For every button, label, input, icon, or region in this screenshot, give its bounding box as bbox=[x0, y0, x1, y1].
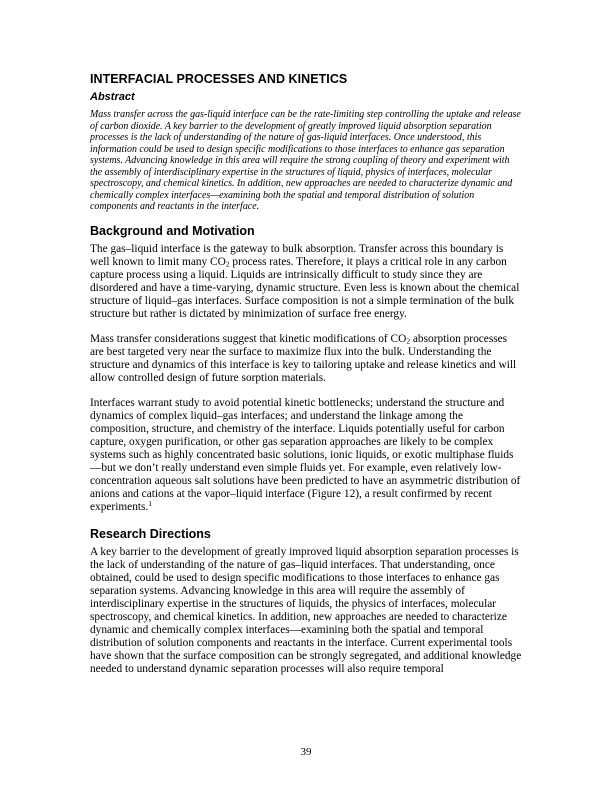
section-heading: INTERFACIAL PROCESSES AND KINETICS bbox=[90, 72, 348, 86]
footnote-reference: 1 bbox=[148, 498, 153, 508]
text-run: The gas–liquid interface is the gateway to bulk absorption. Transfer across this boundary is well known to limit many CO bbox=[90, 242, 504, 268]
text-run: Mass transfer considerations suggest that kinetic modifications of CO bbox=[90, 332, 407, 345]
research-heading: Research Directions bbox=[90, 526, 211, 541]
background-paragraph-1 bbox=[90, 243, 522, 321]
page-content bbox=[90, 71, 522, 688]
text-run: absorption processes are best targeted very near the surface to maximize flux into the bulk. Understanding the structure and dynamics of this interface is key to tailoring uptake and release kinetics and will allow controlled design of future sorption materials. bbox=[90, 332, 517, 384]
text-run: process rates. Therefore, it plays a critical role in any carbon capture process using a liquid. Liquids are intrinsically difficult to study since they are disordered and have a time-varying, dynamic structure. Even less is known about the chemical structure of liquid–gas interfaces. Surface composition is not a simple termination of the bulk structure but rather is dictated by minimization of surface free energy. bbox=[90, 255, 520, 320]
subscript: 2 bbox=[406, 336, 411, 346]
background-heading: Background and Motivation bbox=[90, 223, 255, 238]
background-paragraph-2 bbox=[90, 333, 522, 385]
text-run: Interfaces warrant study to avoid potential kinetic bottlenecks; understand the structure and dynamics of complex liquid–gas interfaces; and understand the linkage among the composition, structure, and chemistry of the interface. Liquids potentially useful for carbon capture, oxygen purification, or other gas separation approaches are likely to be complex systems such as highly concentrated basic solutions, ionic liquids, or exotic multiphase fluids—but we don’t really understand even simple fluids yet. For example, even relatively low-concentration aqueous salt solutions have been predicted to have an asymmetric distribution of anions and cations at the vapor–liquid interface (Figure 12), a result confirmed by recent experiments. bbox=[90, 396, 521, 513]
abstract-title: Abstract bbox=[90, 91, 135, 103]
abstract-text: Mass transfer across the gas-liquid interface can be the rate-limiting step controlling the uptake and release of carbon dioxide. A key barrier to the development of greatly improved liquid absorption separation processes is the lack of understanding of the nature of gas-liquid interfaces. Once understood, this information could be used to design specific modifications to those interfaces to enhance gas separation systems. Advancing knowledge in this area will require the strong coupling of theory and experiment with the assembly of interdisciplinary expertise in the structures of liquid, physics of interfaces, molecular spectroscopy, and chemical kinetics. In addition, new approaches are needed to characterize dynamic and chemically complex interfaces—examining both the spatial and temporal distribution of solution components and reactants in the interface. bbox=[90, 109, 521, 213]
subscript: 2 bbox=[225, 259, 230, 269]
page-number: 39 bbox=[300, 746, 312, 758]
research-paragraph-1: A key barrier to the development of greatly improved liquid absorption separation processes is the lack of understanding of the nature of gas–liquid interfaces. That understanding, once obtained, could be used to design specific modifications to those interfaces to enhance gas separation systems. Advancing knowledge in this area will require the assembly of interdisciplinary expertise in the structures of liquids, the physics of interfaces, molecular spectroscopy, and chemical kinetics. In addition, new approaches are needed to characterize dynamic and chemically complex interfaces—examining both the spatial and temporal distribution of solution components and reactants in the interface. Current experimental tools have shown that the surface composition can be strongly segregated, and additional knowledge needed to understand dynamic separation processes will also require temporal bbox=[90, 545, 522, 675]
background-paragraph-3 bbox=[90, 397, 522, 514]
